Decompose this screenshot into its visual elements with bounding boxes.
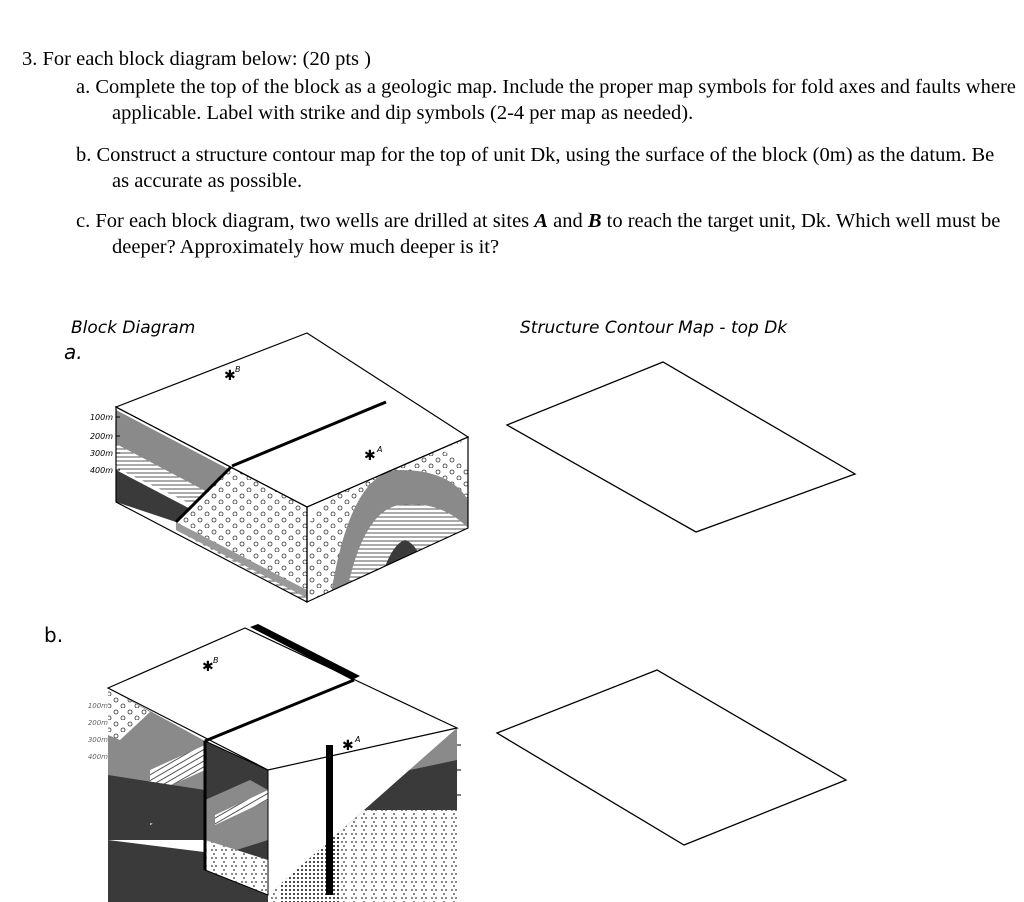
svg-text:✱: ✱ — [342, 738, 354, 754]
scale-200m-a: 200m — [89, 432, 113, 441]
question-part-a: a. Complete the top of the block as a geologic map. Include the proper map symbols for fold axes and faults where applicable. Label with strike and dip symbols (2-4 per map as needed). — [76, 76, 1016, 124]
well-a-b-label: A — [355, 735, 361, 744]
structure-map-b[interactable] — [497, 670, 846, 845]
block-diagram-b — [88, 624, 461, 902]
scale-100m-a: 100m — [89, 413, 113, 422]
scale-400m-b: 400m — [87, 753, 108, 761]
block-diagram-a — [90, 333, 475, 610]
scale-300m-b: 300m — [87, 736, 108, 744]
diagram-b-label: b. — [44, 623, 64, 647]
well-b-b-label: B — [213, 656, 219, 665]
scale-400m-a: 400m — [89, 466, 113, 475]
block-diagram-title: Block Diagram — [71, 318, 196, 338]
question-header: 3. For each block diagram below: (20 pts ) — [22, 48, 371, 70]
scale-300m-a: 300m — [89, 449, 113, 458]
svg-text:✱: ✱ — [224, 368, 236, 384]
structure-map-a[interactable] — [507, 362, 855, 532]
svg-text:✱: ✱ — [202, 659, 214, 675]
scale-200m-b: 200m — [87, 719, 108, 727]
svg-text:✱: ✱ — [364, 448, 376, 464]
question-part-b: b. Construct a structure contour map for the top of unit Dk, using the surface of the block (0m) as the datum. Be as accurate as possible. — [76, 144, 995, 192]
block-b-dike-face — [326, 745, 333, 895]
well-b-a-label: B — [235, 365, 241, 374]
scale-100m-b: 100m — [87, 702, 108, 710]
well-a-a-label: A — [377, 445, 383, 454]
structure-map-title: Structure Contour Map - top Dk — [520, 318, 788, 338]
question-part-c: c. For each block diagram, two wells are drilled at sites A and B to reach the target unit, Dk. Which well must be deeper? Approximately how much deeper is it? — [76, 210, 1001, 258]
diagram-a-label: a. — [64, 340, 83, 364]
